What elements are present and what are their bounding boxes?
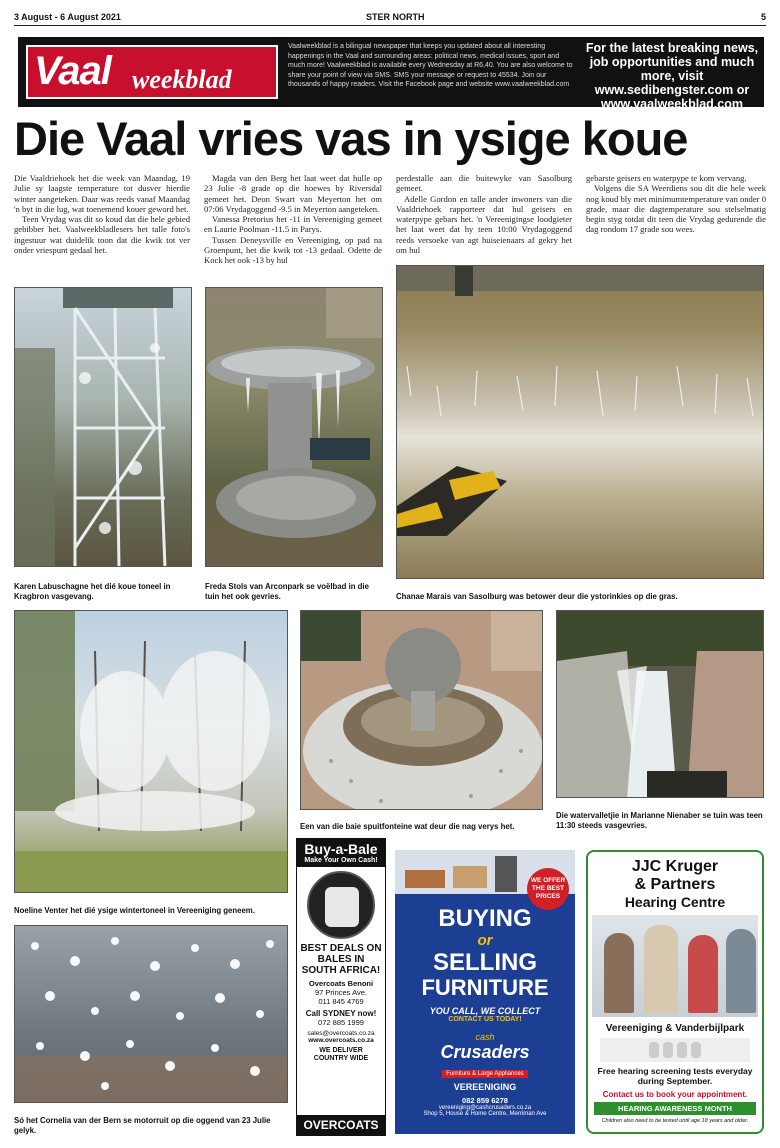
paragraph: Vanessa Pretorius het -11 in Vereeniging gemeet en Laurie Poolman -11.5 in Parys. bbox=[204, 214, 382, 235]
ad-overcoats-best: BEST DEALS ON BALES IN SOUTH AFRICA! bbox=[300, 943, 382, 976]
ad-overcoats-web[interactable]: www.overcoats.co.za bbox=[308, 1037, 374, 1044]
paragraph: Tussen Deneysville en Vereeniging, op pad na Groenpunt, het die kwik tot -13 gedaal. Odette de Kock het ook -13 by hul bbox=[204, 234, 382, 266]
ad-cash-tagline: Furniture & Large Appliances bbox=[442, 1070, 527, 1078]
article-column-2 bbox=[204, 173, 382, 266]
ad-overcoats-subtitle: Make Your Own Cash! bbox=[304, 857, 378, 864]
paragraph: Adelle Gordon en talle ander inwoners van die Vaaldriehoek rapporteer dat hul geisers en waterpype gebars het. 'n Vereenigingse loodgieter het laat weet dat hy teen 10:00 Vrydagoggend reeds versoeke van agt huiseienaars af gekry het om hul bbox=[396, 193, 572, 256]
ad-jjc-free: Free hearing screening tests everyday during September. bbox=[597, 1066, 753, 1086]
paragraph: perdestalle aan die buitewyke van Sasolburg gemeet. bbox=[396, 173, 572, 194]
caption-noeline: Noeline Venter het dié ysige wintertoneel in Vereeniging geneem. bbox=[14, 906, 255, 915]
ad-jjc-kruger[interactable] bbox=[586, 850, 764, 1134]
banner-promo bbox=[584, 41, 760, 111]
logo-weekblad: weekblad bbox=[132, 65, 232, 94]
ad-cash-phone[interactable]: 082 859 6278 bbox=[462, 1096, 508, 1105]
issue-date: 3 August - 6 August 2021 bbox=[14, 12, 121, 22]
ad-jjc-line3: Hearing Centre bbox=[624, 894, 726, 910]
ad-jjc-line1: JJC Kruger bbox=[631, 858, 719, 875]
ad-overcoats-title: Buy-a-Bale bbox=[304, 841, 378, 857]
paragraph: Volgens die SA Weerdiens sou dit die hele week nog koud bly met minimumtemperature van onder 0 grade, maar die dagtemperature sou stelselmatig begin styg totdat dit teen die Vrydag gedurende die dag rondom 17 grade sou wees. bbox=[586, 183, 766, 235]
caption-fountain: Een van die baie spuitfonteine wat deur die nag verys het. bbox=[300, 822, 515, 831]
article-column-4 bbox=[586, 173, 766, 235]
cash-crusaders-logo: Crusaders bbox=[440, 1042, 530, 1062]
paragraph: Teen Vrydag was dit so koud dat die hele gebied gebibber het. Vaalweekbladlesers het talle foto's ingestuur wat duidelik toon dat die kwik tot ver onder vriespunt gedaal het. bbox=[14, 214, 190, 256]
ad-cash-address: Shop 5, House & Home Centre, Merriman Ave bbox=[423, 1111, 547, 1117]
ad-jjc-month: HEARING AWARENESS MONTH bbox=[594, 1102, 756, 1115]
headline: Die Vaal vries vas in ysige koue bbox=[14, 112, 688, 165]
article-column-3 bbox=[396, 173, 572, 255]
best-prices-starburst: WE OFFER THE BEST PRICES bbox=[527, 868, 569, 910]
ad-overcoats-phone1[interactable]: 011 845 4769 bbox=[318, 997, 364, 1006]
family-photo bbox=[592, 915, 758, 1017]
ad-jjc-note: Children also need to be tested until age 18 years and older. bbox=[601, 1118, 749, 1124]
ad-overcoats-deliver: WE DELIVER COUNTRY WIDE bbox=[313, 1047, 369, 1062]
page-header bbox=[14, 10, 766, 26]
banner-url-1[interactable]: www.sedibengster.com or bbox=[594, 83, 750, 97]
masthead-banner bbox=[18, 37, 764, 111]
banner-promo-text: For the latest breaking news, job opportunities and much more, visit bbox=[585, 41, 759, 83]
paragraph: Die Vaaldriehoek het die week van Maandag, 19 Julie sy laagste temperature tot dusver hierdie winter aangeteken. Daar was reeds vanaf Maandag 'n byt in die lug, wat toenemend kouer geword het. bbox=[14, 173, 190, 214]
ad-jjc-line2: & Partners bbox=[634, 876, 716, 893]
vaalweekblad-logo[interactable] bbox=[26, 45, 278, 99]
ad-cash-buying: BUYING bbox=[438, 905, 532, 932]
ad-overcoats-phone2[interactable]: 072 885 1999 bbox=[318, 1018, 364, 1027]
photo-frosted-windshield bbox=[14, 925, 288, 1103]
photo-frozen-waterfall bbox=[556, 610, 764, 798]
ad-cash-town: VEREENIGING bbox=[453, 1082, 517, 1092]
paper-name: STER NORTH bbox=[366, 12, 425, 22]
caption-karen: Karen Labuschagne het dié koue toneel in Kragbron vasgevang. bbox=[14, 582, 171, 601]
banner-description: Vaalweekblad is a bilingual newspaper that keeps you updated about all interesting happenings in the Vaal and surrounding areas: political news, medical issues, sport and much more! Vaalweekblad is available every Wednesday at R6,40. You are also welcome to share your point of view via SMS. SMS your message or request to 45534. Join our thousands of happy readers. Visit the Facebook page and website www.vaalweekblad.com bbox=[288, 43, 573, 89]
photo-frozen-fountain bbox=[300, 610, 543, 810]
paragraph: gebarste geisers en waterpype te kom vervang. bbox=[586, 173, 747, 183]
caption-marianne: Die watervalletjie in Marianne Nienaber se tuin was teen 11:30 steeds vasgevries. bbox=[556, 811, 763, 830]
ad-cash-crusaders[interactable] bbox=[395, 850, 575, 1134]
ad-overcoats-branch: Overcoats Benoni bbox=[308, 979, 374, 988]
ad-overcoats[interactable] bbox=[296, 838, 386, 1136]
ad-overcoats-address: 97 Princes Ave. bbox=[315, 988, 367, 997]
photo-frosty-grass bbox=[396, 265, 764, 579]
ad-overcoats-email[interactable]: sales@overcoats.co.za bbox=[307, 1030, 375, 1037]
paragraph: Magda van den Berg het laat weet dat hulle op 23 Julie -8 grade op die hoewes by Riversdal gemeet het. Deon Swart van Meyerton het om 07:06 Vrydagoggend -9.5 in Meyerton aangeteken. bbox=[204, 173, 382, 214]
ad-cash-email[interactable]: vereeniging@cashcrusaders.co.za bbox=[438, 1105, 532, 1111]
ad-cash-or: or bbox=[477, 932, 493, 949]
banner-url-2[interactable]: www.vaalweekblad.com bbox=[601, 97, 743, 111]
bale-image-icon bbox=[307, 871, 375, 939]
ad-cash-selling: SELLING bbox=[432, 949, 537, 976]
ad-overcoats-call: Call SYDNEY now! bbox=[305, 1009, 377, 1018]
caption-chanae: Chanae Marais van Sasolburg was betower deur die ystorinkies op die gras. bbox=[396, 592, 678, 601]
ad-overcoats-brand: OVERCOATS bbox=[297, 1115, 385, 1135]
ad-jjc-towns: Vereeniging & Vanderbijlpark bbox=[605, 1023, 745, 1034]
photo-frozen-trees bbox=[14, 610, 288, 893]
ad-jjc-contact[interactable]: Contact us to book your appointment. bbox=[602, 1090, 748, 1099]
page-number: 5 bbox=[760, 12, 766, 22]
caption-cornelia: Só het Cornelia van der Bern se motorruit op die oggend van 23 Julie gelyk. bbox=[14, 1116, 271, 1135]
hearing-aid-icon bbox=[600, 1038, 750, 1062]
photo-frozen-birdbath bbox=[205, 287, 383, 567]
ad-overcoats-header bbox=[297, 839, 385, 867]
article-column-1 bbox=[14, 173, 190, 255]
ad-cash-collect: YOU CALL, WE COLLECT bbox=[429, 1006, 541, 1016]
photo-frozen-tower bbox=[14, 287, 192, 567]
caption-freda: Freda Stols van Arconpark se voëlbad in die tuin het ook gevries. bbox=[205, 582, 369, 601]
ad-cash-contact: CONTACT US TODAY! bbox=[448, 1016, 522, 1023]
ad-cash-furniture: FURNITURE bbox=[421, 975, 549, 1000]
logo-vaal: Vaal bbox=[34, 49, 111, 93]
cash-crusaders-logo-small: cash bbox=[475, 1032, 495, 1042]
